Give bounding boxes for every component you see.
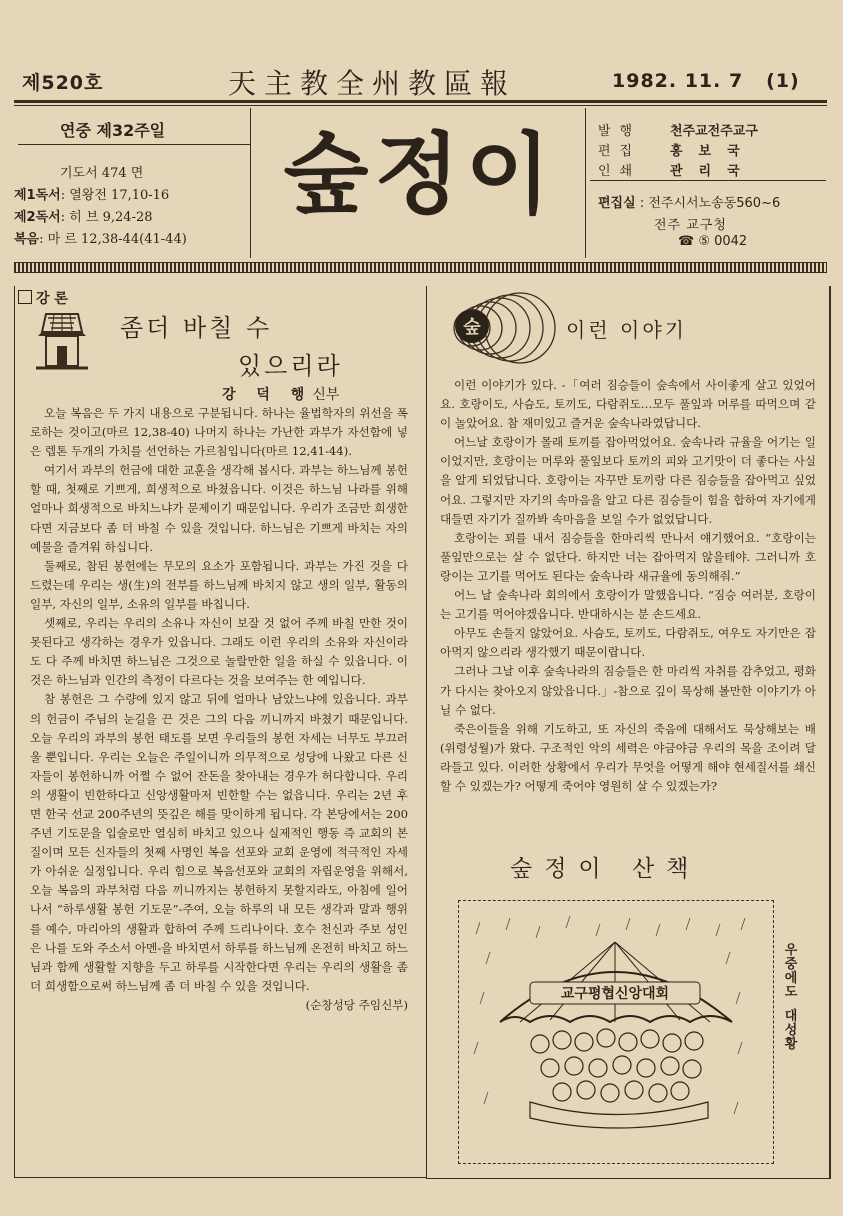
cartoon-section-title: 숲정이 산책 (510, 856, 701, 882)
circles-logo-icon (450, 290, 560, 370)
paragraph: 이런 이야기가 있다. -「여러 짐승들이 숲속에서 사이좋게 살고 있었어요. 호랑이도, 사슴도, 토끼도, 다람쥐도…모두 풀잎과 머루를 따먹으며 같이 놀았어요. 참 재미있고 즐거운 숲속나라였답니다. (440, 378, 816, 431)
section-label-sermon: 강 론 (18, 288, 68, 308)
story-body (440, 376, 816, 796)
paper-name: 天主教全州教區報 (228, 67, 517, 100)
header-divider-right (585, 108, 586, 258)
masthead-title: 숲정이 (283, 123, 557, 226)
reading-2: 제2독서: 히 브 9,24-28 (14, 210, 153, 225)
phone-number: ☎ ⑤ 0042 (678, 234, 748, 249)
publication-date: 1982. 11. 7 (1) (612, 70, 800, 92)
publisher-divider (590, 180, 826, 181)
sermon-body (30, 404, 408, 1015)
logo-text: 숲 (463, 317, 481, 338)
paragraph: 오늘 복음은 두 가지 내용으로 구분됩니다. 하나는 율법학자의 위선을 폭로하는 것이고(마르 12,38-40) 나머지 하나는 가난한 과부가 자선함에 넣은 렙톤 두개의 가치를 선언하는 가르침입니다(마르 12,41-44). (30, 406, 408, 459)
issue-number: 제520호 (22, 72, 104, 94)
header-hatch-rule (14, 262, 827, 273)
paragraph: 아무도 손들지 않았어요. 사슴도, 토끼도, 다람쥐도, 여우도 자기만은 잡아먹지 않으리라 생각했기 때문이랍니다. (440, 626, 816, 660)
editor-row: 편집 홍보국 (598, 144, 756, 159)
article-author: 강 덕 행신부 (222, 387, 340, 403)
sermon-credit: (순창성당 주임신부) (305, 997, 408, 1012)
gospel-reading: 복음: 마 르 12,38-44(41-44) (14, 232, 187, 247)
page-number: (1) (766, 70, 800, 92)
cartoon-illustration (470, 912, 760, 1152)
paragraph: 둘째로, 참된 봉헌에는 무모의 요소가 포함됩니다. 과부는 가진 것을 다 드렸는데 우리는 생(生)의 전부를 하느님께 바치지 않고 생의 일부, 활동의 일부, 자신의 일부, 소유의 일부를 바칩니다. (30, 558, 408, 611)
article-title-line2: 있으리라 (238, 352, 343, 380)
left-column-bottom (14, 1177, 426, 1178)
editorial-office-name: 전주 교구청 (654, 218, 727, 233)
cartoon-banner: 교구평협신앙대회 (560, 986, 670, 1002)
top-rule (14, 100, 827, 103)
cartoon-caption: 우 중 에 도 대 성 황 (784, 943, 798, 1052)
left-column-border (14, 286, 15, 1178)
header-divider-left (250, 108, 251, 258)
paragraph: 그러나 그날 이후 숲속나라의 짐승들은 한 마리씩 자취를 감추었고, 평화가 다시는 찾아오지 않았읍니다.」-참으로 깊이 묵상해 볼만한 이야기가 아닐 수 없다. (440, 664, 816, 717)
editorial-office-address: 편집실 : 전주시서노송동560~6 (598, 196, 781, 211)
paragraph: 어느날 호랑이가 몰래 토끼를 잡아먹었어요. 숲속나라 규율을 어기는 일이었지만, 호랑이는 머루와 풀잎보다 토끼의 피와 고기맛이 더 좋다는 사실을 알게 되었답니다. 호랑이는 자꾸만 토끼랑 다른 짐승들을 잡아먹고 싶었어요. 그렇지만 자기의 속마음을 알고 다른 짐승들이 힘을 합하여 자기에게 대들면 자기가 질까봐 속마음을 보일 수가 없었답니다. (440, 435, 816, 526)
story-title: 이런 이야기 (566, 318, 687, 342)
paragraph: 어느 날 숲속나라 회의에서 호랑이가 말했읍니다. “짐승 여러분, 호랑이는 고기를 먹어야겠읍니다. 반대하시는 분 손드세요. (440, 588, 816, 622)
paragraph: 셋째로, 우리는 우리의 소유나 자신이 보잘 것 없어 주께 바칠 만한 것이 못된다고 생각하는 경우가 있읍니다. 그래도 이런 우리의 소유와 자신이라도 다 주께 바치면 하느님은 그것으로 놀랄만한 일을 하실 수 있읍니다. 이것은 하느님과 인간의 측정이 다르다는 것을 보여주는 한 예입니다. (30, 616, 408, 688)
liturgical-week: 연중 제32주일 (60, 121, 166, 140)
top-rule-thin (14, 105, 827, 106)
paragraph: 호랑이는 꾀를 내서 짐승들을 한마리씩 만나서 얘기했어요. “호랑이는 풀잎만으로는 살 수 없단다. 하지만 너는 잡아먹지 않을테야. 그러니까 호랑이는 고기를 먹어도 된다는 숲속나라 새규율에 동의해줘.” (440, 530, 816, 583)
paragraph: 참 봉헌은 그 수량에 있지 않고 뒤에 얼마나 남았느냐에 있읍니다. 과부의 헌금이 주님의 눈길을 끈 것은 그의 다음 끼니까지 바쳤기 때문입니다. 오늘 우리의 과부의 봉헌 태도를 보면 우리들의 봉헌 자세는 너무도 부끄러울 뿐입니다. 우리는 오늘은 주일이니까 의무적으로 성당에 나왔고 다른 신자들이 봉헌하니까 어쩔 수 없어 잔돈을 찾아내는 경우가 허다합니다. 우리의 생활이 빈한하다고 신앙생활마저 빈한할 수는 없읍니다. 우리는 2년 후면 한국 선교 200주년의 뜻깊은 해를 맞이하게 됩니다. 각 본당에서는 200주년 기도문을 입술로만 열심히 바치고 있으나 실제적인 행동 즉 교회의 본질이며 모든 신자들의 첫째 사명인 복음 선포와 교회 운영에 적극적인 자세가 아쉬운 실정입니다. 우리 힘으로 복음선포와 교회의 자립운영을 위해서, 오늘 복음의 과부처럼 다음 끼니까지는 봉헌하지 못할지라도, 아침에 일어나서 “하루생활 봉헌 기도문”-주여, 오늘 하루의 내 모든 생각과 말과 행위를 예수, 마리아의 생활과 합하여 주께 드리나이다. 호수 천신과 주보 성인은 나를 도와 주소서 아멘-을 바치면서 하루를 하느님께 온전히 바치고 하느님과 함께 생활할 지향을 두고 하루를 시작한다면 우리는 우리의 생활을 좀 더 희생함으로써 하느님께 좀 더 바칠 수 있을 것입니다. (30, 692, 408, 993)
printer-row: 인쇄 관리국 (598, 164, 756, 179)
publisher-row: 발행 천주교전주교구 (598, 124, 758, 139)
week-underline (18, 144, 250, 145)
pagoda-icon (30, 306, 94, 376)
article-title-line1: 좀더 바칠 수 (120, 314, 273, 342)
paragraph: 죽은이들을 위해 기도하고, 또 자신의 죽음에 대해서도 묵상해보는 배(위령성월)가 왔다. 구조적인 악의 세력은 야금야금 우리의 목을 조이려 달라들고 있다. 이러한 상황에서 우리가 무엇을 어떻게 해야 현세질서를 쇄신할 수 있겠는가? 어떻게 죽어야 영원히 살 수 있겠는가? (440, 721, 816, 793)
reading-1: 제1독서: 열왕전 17,10-16 (14, 188, 170, 203)
paragraph: 여기서 과부의 헌금에 대한 교훈을 생각해 봅시다. 과부는 하느님께 봉헌할 때, 첫째로 기쁘게, 희생적으로 바쳤읍니다. 이것은 하느님 나라를 위해 얼마나 희생적으로 바치느냐가 문제이기 때문입니다. 우리가 조금만 희생한다면 지금보다 좀 더 바칠 수 있을 것입니다. 하느님은 기쁘게 바치는 자의 예물을 즐겨워 하십니다. (30, 463, 408, 554)
prayer-book-page: 기도서 474 면 (60, 166, 144, 181)
